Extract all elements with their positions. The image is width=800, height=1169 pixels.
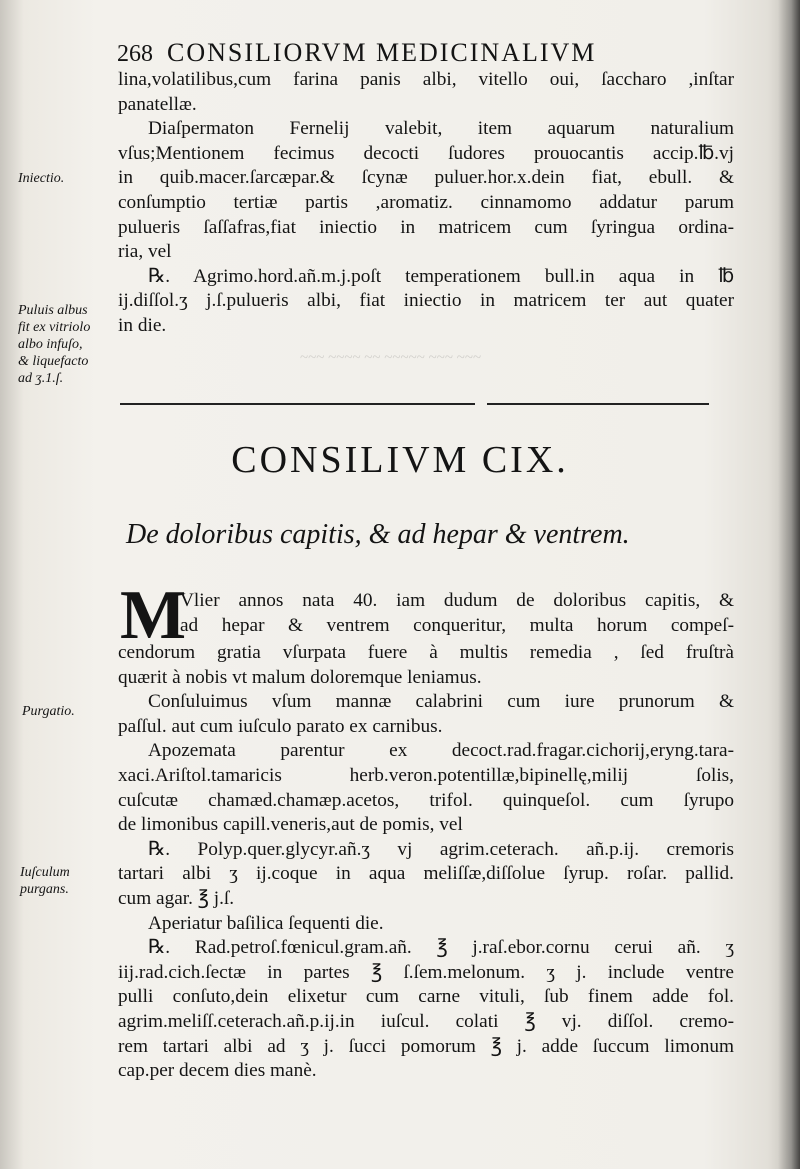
text-line: ad hepar & ventrem conqueritur, multa horum compeſ- [180,614,734,636]
text-line: Vlier annos nata 40. iam dudum de doloribus capitis, & [180,590,734,611]
top-text-block [118,68,734,339]
running-title: CONSILIORVM MEDICINALIVM [167,38,597,67]
margin-note-line: purgans. [20,882,69,897]
text-line: vſus;Mentionem fecimus decocti ſudores prouocantis accip.℔.vj [118,142,734,164]
text-line: ria, vel [118,241,172,263]
text-line: ij.diſſol.ʒ j.ſ.pulueris albi, fiat iniectio in matricem ter aut quater [118,290,734,312]
section-title: CONSILIVM CIX. [231,439,569,481]
text-line: Conſuluimus vſum mannæ calabrini cum iure prunorum & [148,691,734,713]
margin-note-line: Puluis albus [18,303,88,318]
text-line: lina,volatilibus,cum farina panis albi, vitello oui, ſaccharo ,inſtar [118,69,734,90]
margin-note-purgatio: Purgatio. [22,704,75,719]
text-line: Aperiatur baſilica ſequenti die. [148,912,384,934]
text-line: de limonibus capill.veneris,aut de pomis, vel [118,814,463,836]
margin-note-line: ad ʒ.1.ſ. [18,371,64,386]
text-line: rem tartari albi ad ʒ j. ſucci pomorum ℥ j. adde ſuccum limonum [118,1035,734,1057]
text-line: in quib.macer.ſarcæpar.& ſcynæ puluer.hor.x.dein fiat, ebull. & [118,167,734,189]
text-line: ℞. Rad.petroſ.fœnicul.gram.añ. ℥ j.raſ.ebor.cornu cerui añ. ʒ [148,937,734,959]
text-line: panatellæ. [118,93,197,115]
margin-note-iusculum [20,864,70,898]
text-line: pulueris ſaſſafras,fiat iniectio in matricem cum ſyringua ordina- [118,216,734,238]
text-line: cap.per decem dies manè. [118,1060,317,1082]
page-gutter-shadow [778,0,800,1169]
body-text-block [118,641,734,1084]
text-line: ℞. Polyp.quer.glycyr.añ.ʒ vj agrim.ceterach. añ.p.ij. cremoris [148,838,734,860]
text-line: in die. [118,314,167,336]
section-subtitle: De doloribus capitis, & ad hepar & ventrem. [126,519,630,550]
text-line: xaci.Ariſtol.tamaricis herb.veron.potentillæ,bipinellę,milij ſolis, [118,764,734,786]
text-line: Apozemata parentur ex decoct.rad.fragar.cichorij,eryng.tara- [148,740,734,762]
running-header [117,38,717,68]
margin-note-line: albo infuſo, [18,337,83,352]
text-line: tartari albi ʒ ij.coque in aqua meliſſæ,diſſolue ſyrup. roſar. pallid. [118,863,734,885]
margin-note-line: Iuſculum [20,865,70,880]
drop-cap: M [120,577,187,654]
text-line: cum agar. ℥ j.ſ. [118,887,235,909]
text-line: paſſul. aut cum iuſculo parato ex carnibus. [118,715,443,737]
section-rule-right [487,403,709,405]
text-line: cendorum gratia vſurpata fuere à multis remedia , ſed fruſtrà [118,642,734,663]
text-line: agrim.meliſſ.ceterach.añ.p.ij.in iuſcul. colati ℥ vj. diſſol. cremo- [118,1010,734,1032]
text-line: quærit à nobis vt malum doloremque leniamus. [118,666,482,688]
bleed-through-texture: ~~~ ~~~~ ~~ ~~~~~ ~~~ ~~~ [300,350,482,366]
page-number: 268 [117,41,153,67]
text-line: iij.rad.cich.ſectæ in partes ℥ ſ.ſem.melonum. ʒ j. include ventre [118,961,734,983]
text-line: cuſcutæ chamæd.chamæp.acetos, trifol. quinqueſol. cum ſyrupo [118,789,734,811]
dropcap-lines [180,589,734,638]
margin-note-line: fit ex vitriolo [18,320,91,335]
text-line: ℞. Agrimo.hord.añ.m.j.poſt temperationem bull.in aqua in ℔ [148,265,734,287]
margin-note-puluis [18,302,90,387]
text-line: Diaſpermaton Fernelij valebit, item aquarum naturalium [148,118,734,140]
text-line: conſumptio tertiæ partis ,aromatiz. cinnamomo addatur parum [118,191,734,213]
margin-note-iniectio: Iniectio. [18,171,65,186]
text-line: pulli conſuto,dein elixetur cum carne vituli, ſub finem adde fol. [118,986,734,1008]
section-rule-left [120,403,475,405]
margin-note-line: & liquefacto [18,354,89,369]
